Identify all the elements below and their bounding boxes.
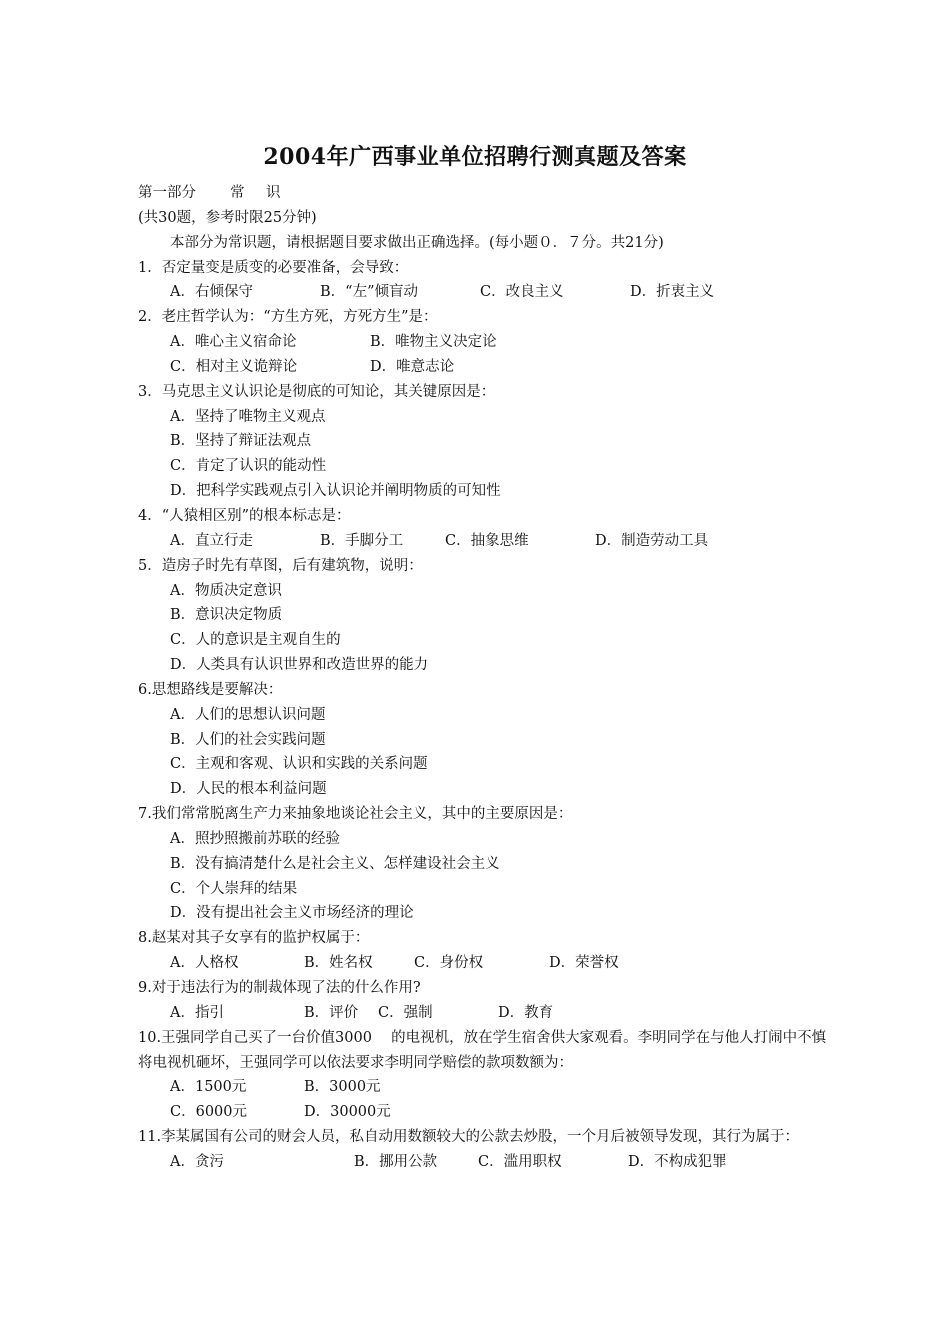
question-text: 7.我们常常脱离生产力来抽象地谈论社会主义，其中的主要原因是： <box>138 806 573 823</box>
option-row <box>138 1150 828 1175</box>
option-row <box>138 1075 828 1100</box>
answer-option: C．强制 <box>378 1004 433 1021</box>
answer-option: D．荣誉权 <box>549 955 619 972</box>
answer-option: C．改良主义 <box>480 284 564 301</box>
section-intro: 本部分为常识题，请根据题目要求做出正确选择。(每小题０．７分。共21分) <box>170 234 664 251</box>
answer-option: A．物质决定意识 <box>170 582 282 599</box>
answer-option: A．唯心主义宿命论 <box>170 334 297 351</box>
answer-option: C．身份权 <box>414 955 484 972</box>
answer-option: C．肯定了认识的能动性 <box>170 458 327 475</box>
option-row <box>138 355 828 380</box>
section-meta: (共30题，参考时限25分钟) <box>138 209 317 226</box>
document-body <box>138 181 828 1175</box>
answer-option: C．相对主义诡辩论 <box>170 358 298 375</box>
section-part: 第一部分 <box>138 185 196 201</box>
option-row <box>138 603 828 628</box>
option-row <box>138 405 828 430</box>
option-row <box>138 852 828 877</box>
question-text: 3．马克思主义认识论是彻底的可知论，其关键原因是： <box>138 383 496 400</box>
answer-option: A．1500元 <box>170 1079 247 1096</box>
page-title: 2004年广西事业单位招聘行测真题及答案 <box>263 144 687 170</box>
answer-option: A．指引 <box>170 1004 224 1021</box>
question-text: 1．否定量变是质变的必要准备，会导致： <box>138 259 409 276</box>
option-row <box>138 479 828 504</box>
answer-option: A．贪污 <box>170 1153 224 1170</box>
answer-option: A．人们的思想认识问题 <box>170 706 326 723</box>
answer-option: D．唯意志论 <box>370 358 455 375</box>
answer-option: B．挪用公款 <box>354 1153 438 1170</box>
answer-option: D．教育 <box>498 1004 554 1021</box>
answer-option: B．没有搞清楚什么是社会主义、怎样建设社会主义 <box>170 855 500 872</box>
answer-option: C．滥用职权 <box>478 1153 562 1170</box>
answer-option: B．姓名权 <box>304 955 373 972</box>
option-row <box>138 280 828 305</box>
option-row <box>138 752 828 777</box>
option-row <box>138 429 828 454</box>
answer-option: D．30000元 <box>304 1104 391 1121</box>
answer-option: C．6000元 <box>170 1104 247 1121</box>
answer-option: B．意识决定物质 <box>170 607 283 624</box>
option-row <box>138 951 828 976</box>
answer-option: B．唯物主义决定论 <box>370 334 497 351</box>
answer-option: D．人民的根本利益问题 <box>170 781 327 798</box>
option-row <box>138 777 828 802</box>
option-row <box>138 827 828 852</box>
option-row <box>138 1001 828 1026</box>
question-text: 5．造房子时先有草图，后有建筑物，说明： <box>138 557 423 574</box>
option-row <box>138 728 828 753</box>
question-text: 2．老庄哲学认为：“方生方死，方死方生”是： <box>138 309 438 326</box>
question-text: 6.思想路线是要解决： <box>138 681 283 698</box>
option-row <box>138 703 828 728</box>
answer-option: B．评价 <box>304 1004 359 1021</box>
answer-option: B．手脚分工 <box>320 532 404 549</box>
option-row <box>138 1100 828 1125</box>
option-row <box>138 330 828 355</box>
answer-option: D．不构成犯罪 <box>628 1153 727 1170</box>
answer-option: A．右倾保守 <box>170 284 253 301</box>
answer-option: C．人的意识是主观自生的 <box>170 632 341 649</box>
option-row <box>138 653 828 678</box>
question-text: 9.对于违法行为的制裁体现了法的什么作用? <box>138 980 421 996</box>
section-heading <box>138 181 828 206</box>
option-row <box>138 877 828 902</box>
answer-option: D．把科学实践观点引入认识论并阐明物质的可知性 <box>170 483 501 500</box>
answer-option: C．个人崇拜的结果 <box>170 880 298 897</box>
question-text: 8.赵某对其子女享有的监护权属于： <box>138 930 370 947</box>
section-name-1: 常 <box>230 185 245 201</box>
answer-option: B．坚持了辩证法观点 <box>170 433 312 450</box>
option-row <box>138 628 828 653</box>
question-list <box>138 256 828 1175</box>
answer-option: A．人格权 <box>170 955 239 972</box>
question-text: 4．“人猿相区别”的根本标志是： <box>138 507 351 524</box>
answer-option: D．制造劳动工具 <box>595 532 709 549</box>
answer-option: D．人类具有认识世界和改造世界的能力 <box>170 657 429 674</box>
section-name-2: 识 <box>266 185 281 201</box>
answer-option: C．抽象思维 <box>445 532 529 549</box>
option-row <box>138 579 828 604</box>
answer-option: A．坚持了唯物主义观点 <box>170 408 326 425</box>
answer-option: A．直立行走 <box>170 532 253 549</box>
option-row <box>138 454 828 479</box>
question-text: 11.李某属国有公司的财会人员，私自动用数额较大的公款去炒股，一个月后被领导发现，其行为属于： <box>138 1129 800 1146</box>
answer-option: D．折衷主义 <box>630 284 715 301</box>
answer-option: B．3000元 <box>304 1079 381 1096</box>
answer-option: D．没有提出社会主义市场经济的理论 <box>170 905 414 922</box>
option-row <box>138 529 828 554</box>
option-row <box>138 901 828 926</box>
answer-option: C．主观和客观、认识和实践的关系问题 <box>170 756 428 773</box>
question-text: 10.王强同学自己买了一台价值3000 的电视机，放在学生宿舍供大家观看。李明同学在与他人打闹中不慎将电视机砸坏，王强同学可以依法要求李明同学赔偿的款项数额为： <box>138 1029 827 1071</box>
answer-option: B．“左”倾盲动 <box>320 284 418 301</box>
answer-option: A．照抄照搬前苏联的经验 <box>170 830 340 847</box>
answer-option: B．人们的社会实践问题 <box>170 731 326 748</box>
